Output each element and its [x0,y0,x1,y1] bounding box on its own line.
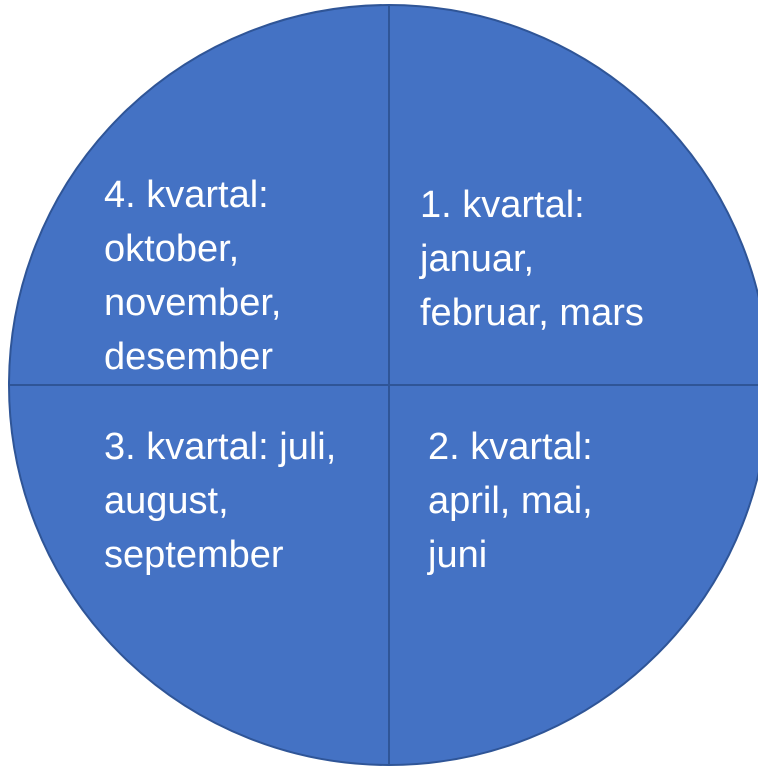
quadrant-3-line-2: august, [104,480,229,522]
quadrant-4-line-1: 4. kvartal: [104,174,269,216]
quadrant-1-line-1: 1. kvartal: [420,184,585,226]
quadrant-4-line-4: desember [104,336,273,378]
quadrant-3-line-3: september [104,534,284,576]
quadrant-4-label [104,168,281,384]
quadrant-2-line-3: juni [428,534,488,576]
quadrant-2-line-1: 2. kvartal: [428,426,593,468]
quadrant-3-line-1: 3. kvartal: juli, [104,426,337,468]
quadrant-1-label [420,178,644,340]
quadrant-2-line-2: april, mai, [428,480,593,522]
quadrant-1-line-2: januar, [420,238,535,280]
quadrant-1-line-3: februar, mars [420,292,644,334]
quadrant-4-line-3: november, [104,282,282,324]
quadrant-2-label [428,420,593,582]
quadrant-4-line-2: oktober, [104,228,240,270]
quadrant-3-label [104,420,336,582]
